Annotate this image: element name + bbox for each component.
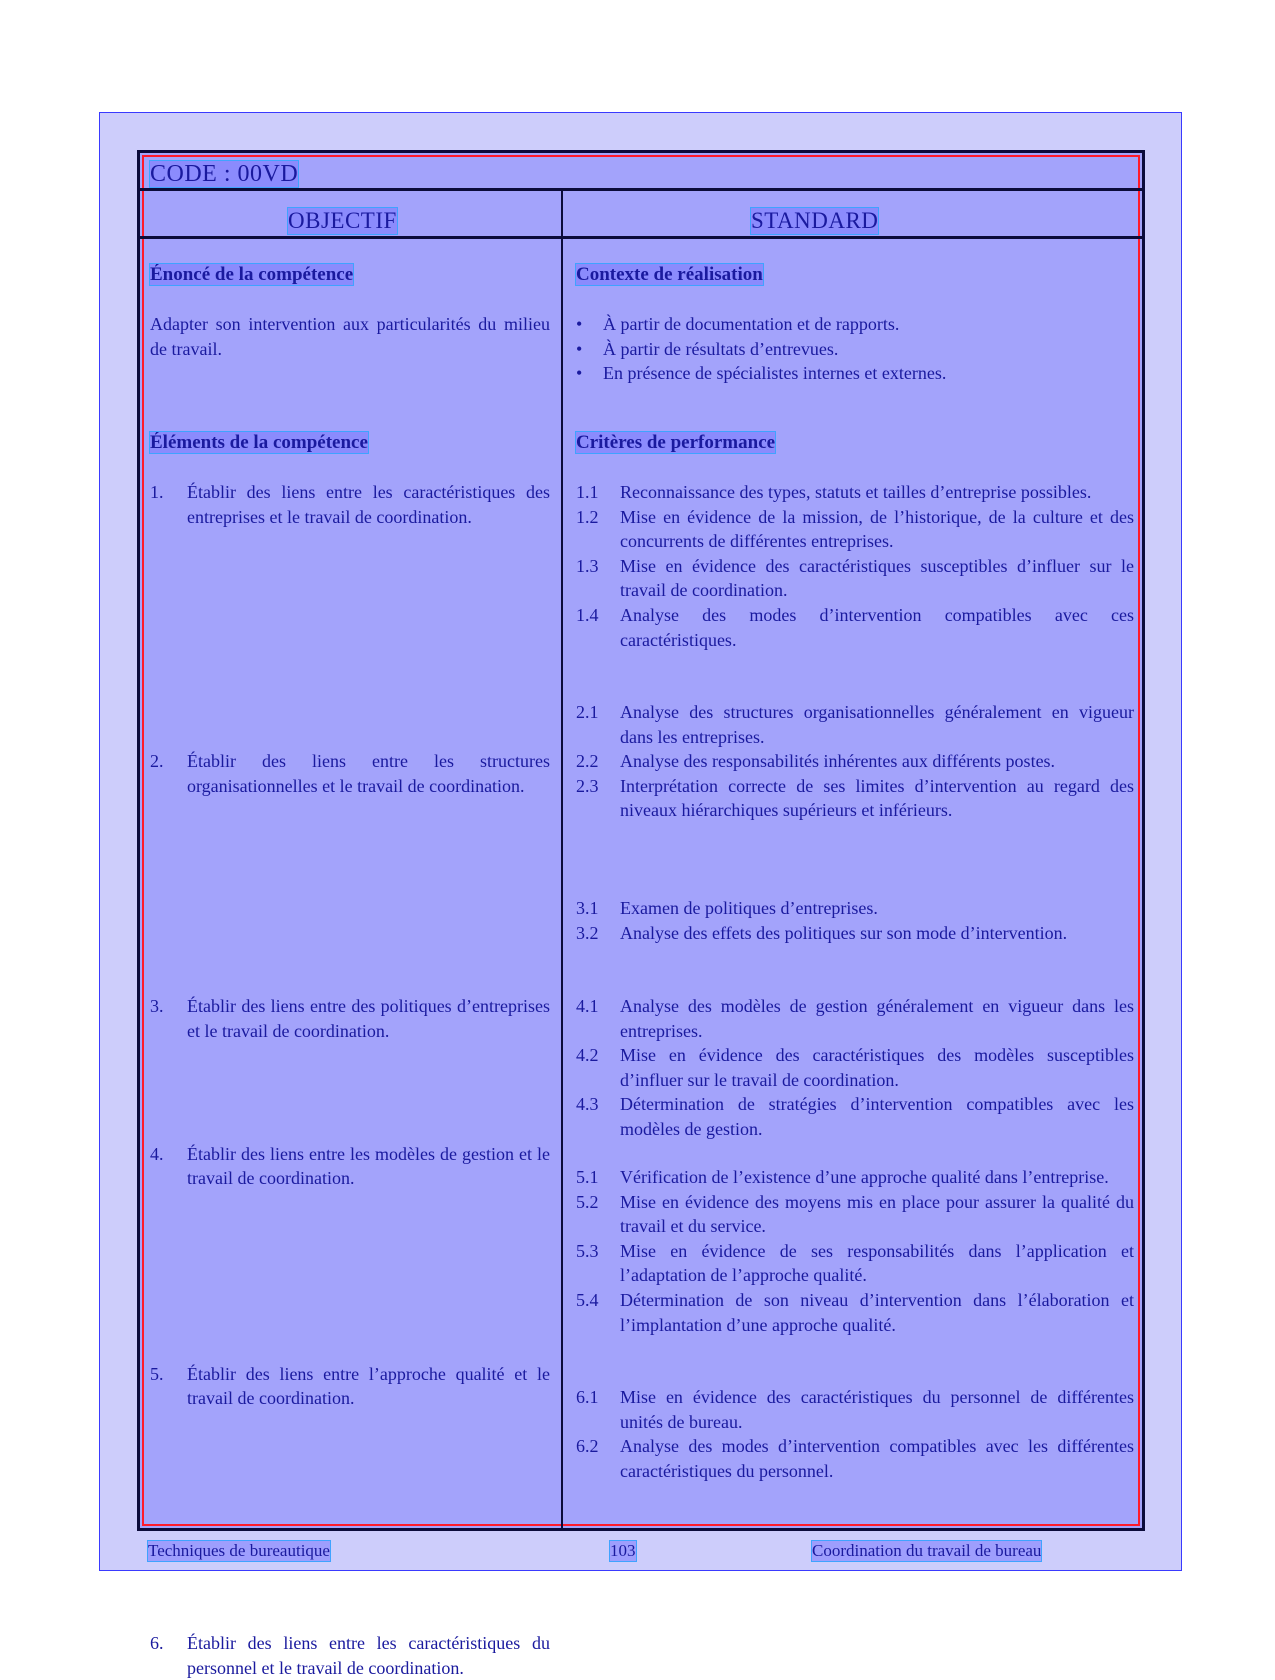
header-divider-bottom: [140, 236, 1142, 239]
criterion-text: Analyse des modes d’intervention compatibles avec ces caractéristiques.: [620, 604, 1134, 650]
criterion-text: Mise en évidence des moyens mis en place pour assurer la qualité du travail et du service.: [620, 1191, 1134, 1237]
element-text: Établir des liens entre les caractéristiques du personnel et le travail de coordination.: [187, 1632, 550, 1678]
element-item: [150, 1362, 550, 1411]
element-text: Établir des liens entre les modèles de gestion et le travail de coordination.: [187, 1143, 550, 1189]
criteres-title: Critères de performance: [576, 432, 776, 453]
element-text: Établir des liens entre des politiques d’entreprises et le travail de coordination.: [187, 996, 550, 1041]
enonce-title: Énoncé de la compétence: [150, 264, 354, 285]
criterion-number: 5.1: [576, 1167, 599, 1187]
criterion-number: 1.2: [576, 506, 599, 527]
criterion-text: Détermination de stratégies d’intervention compatibles avec les modèles de gestion.: [620, 1094, 1134, 1139]
criteria-group: [576, 1165, 1134, 1337]
contexte-item: [576, 337, 1134, 362]
criterion: [576, 1165, 1134, 1190]
contexte-item-text: En présence de spécialistes internes et externes.: [603, 363, 947, 384]
criterion-text: Mise en évidence des caractéristiques du personnel de différentes unités de bureau.: [620, 1387, 1134, 1432]
criterion: [576, 1385, 1134, 1434]
contexte-item: [576, 361, 1134, 386]
footer-competency: Coordination du travail de bureau: [812, 1541, 1042, 1560]
criteria-group: [576, 700, 1134, 823]
competency-code: CODE : 00VD: [150, 161, 299, 187]
criterion-text: Analyse des structures organisationnelles généralement en vigueur dans les entreprises.: [620, 702, 1134, 747]
criterion-text: Analyse des effets des politiques sur son mode d’intervention.: [620, 922, 1068, 943]
criterion-text: Analyse des modèles de gestion généralement en vigueur dans les entreprises.: [620, 996, 1134, 1041]
enonce-text: Adapter son intervention aux particularités du milieu de travail.: [150, 314, 550, 359]
criterion-number: 4.1: [576, 996, 599, 1016]
criterion-number: 2.1: [576, 702, 599, 722]
bullet-icon: •: [576, 314, 583, 334]
criterion: [576, 1239, 1134, 1288]
contexte-item: [576, 312, 1134, 337]
criterion-number: 3.2: [576, 922, 599, 943]
criterion-number: 1.4: [576, 604, 599, 625]
criterion: [576, 749, 1134, 774]
criterion: [576, 774, 1134, 823]
element-number: 3.: [150, 996, 164, 1017]
criterion: [576, 896, 1134, 921]
criterion: [576, 554, 1134, 603]
element-item: [150, 1142, 550, 1191]
criterion: [576, 700, 1134, 749]
element-text: Établir des liens entre l’approche qualité et le travail de coordination.: [187, 1363, 550, 1409]
column-divider: [561, 191, 563, 1528]
element-item: [150, 1631, 550, 1680]
criterion-text: Mise en évidence des caractéristiques susceptibles d’influer sur le travail de coordination.: [620, 555, 1134, 601]
criterion-text: Mise en évidence des caractéristiques des modèles susceptibles d’influer sur le travail de coordination.: [620, 1045, 1134, 1090]
criterion-number: 1.3: [576, 555, 599, 576]
contexte-item-text: À partir de documentation et de rapports.: [603, 314, 900, 334]
criterion: [576, 1190, 1134, 1239]
element-item: [150, 480, 550, 529]
criterion: [576, 1434, 1134, 1483]
element-number: 5.: [150, 1363, 164, 1384]
bullet-icon: •: [576, 363, 583, 384]
header-objectif: OBJECTIF: [288, 208, 397, 233]
criterion-number: 5.2: [576, 1191, 599, 1212]
criterion-text: Vérification de l’existence d’une approche qualité dans l’entreprise.: [620, 1167, 1109, 1187]
criterion-number: 5.4: [576, 1289, 599, 1310]
criterion-number: 6.2: [576, 1436, 599, 1457]
criterion: [576, 921, 1134, 946]
criterion-text: Analyse des responsabilités inhérentes aux différents postes.: [620, 751, 1056, 772]
criterion: [576, 994, 1134, 1043]
criterion: [576, 505, 1134, 554]
criterion-text: Détermination de son niveau d’intervention dans l’élaboration et l’implantation d’une approche qualité.: [620, 1289, 1134, 1335]
criteria-group: [576, 1385, 1134, 1483]
element-item: [150, 749, 550, 798]
contexte-title: Contexte de réalisation: [576, 264, 763, 285]
criterion: [576, 1092, 1134, 1141]
criterion-text: Mise en évidence de ses responsabilités dans l’application et l’adaptation de l’approche qualité.: [620, 1240, 1134, 1286]
criterion: [576, 1288, 1134, 1337]
criterion-number: 4.2: [576, 1045, 599, 1066]
element-text: Établir des liens entre les caractéristiques des entreprises et le travail de coordination.: [187, 482, 550, 527]
criterion-text: Mise en évidence de la mission, de l’historique, de la culture et des concurrents de différentes entreprises.: [620, 506, 1134, 552]
criterion: [576, 603, 1134, 652]
contexte-item-text: À partir de résultats d’entrevues.: [603, 338, 839, 359]
criteria-group: [576, 480, 1134, 652]
criteria-group: [576, 994, 1134, 1142]
criterion-text: Reconnaissance des types, statuts et tailles d’entreprise possibles.: [620, 482, 1092, 502]
contexte-list: [576, 312, 1134, 386]
criterion-number: 2.2: [576, 751, 599, 772]
criterion-text: Interprétation correcte de ses limites d’intervention au regard des niveaux hiérarchiques supérieurs et inférieurs.: [620, 775, 1134, 821]
element-number: 4.: [150, 1143, 164, 1164]
bullet-icon: •: [576, 338, 583, 359]
element-text: Établir des liens entre les structures organisationnelles et le travail de coordination.: [187, 751, 550, 796]
elements-title: Éléments de la compétence: [150, 432, 368, 453]
criterion: [576, 480, 1134, 505]
criterion-number: 5.3: [576, 1240, 599, 1261]
element-number: 1.: [150, 482, 164, 502]
criterion: [576, 1043, 1134, 1092]
criterion-number: 4.3: [576, 1094, 599, 1115]
criterion-text: Examen de politiques d’entreprises.: [620, 898, 878, 918]
criterion-number: 3.1: [576, 898, 599, 918]
element-item: [150, 994, 550, 1043]
criterion-number: 2.3: [576, 775, 599, 796]
criterion-number: 1.1: [576, 482, 599, 502]
footer-program: Techniques de bureautique: [148, 1541, 330, 1560]
element-number: 6.: [150, 1632, 164, 1653]
criteria-group: [576, 896, 1134, 945]
element-number: 2.: [150, 751, 164, 772]
footer-page-number: 103: [610, 1541, 636, 1560]
header-divider-top: [140, 188, 1142, 191]
criterion-text: Analyse des modes d’intervention compatibles avec les différentes caractéristiques du personnel.: [620, 1436, 1134, 1481]
header-standard: STANDARD: [751, 208, 879, 233]
criterion-number: 6.1: [576, 1387, 599, 1407]
